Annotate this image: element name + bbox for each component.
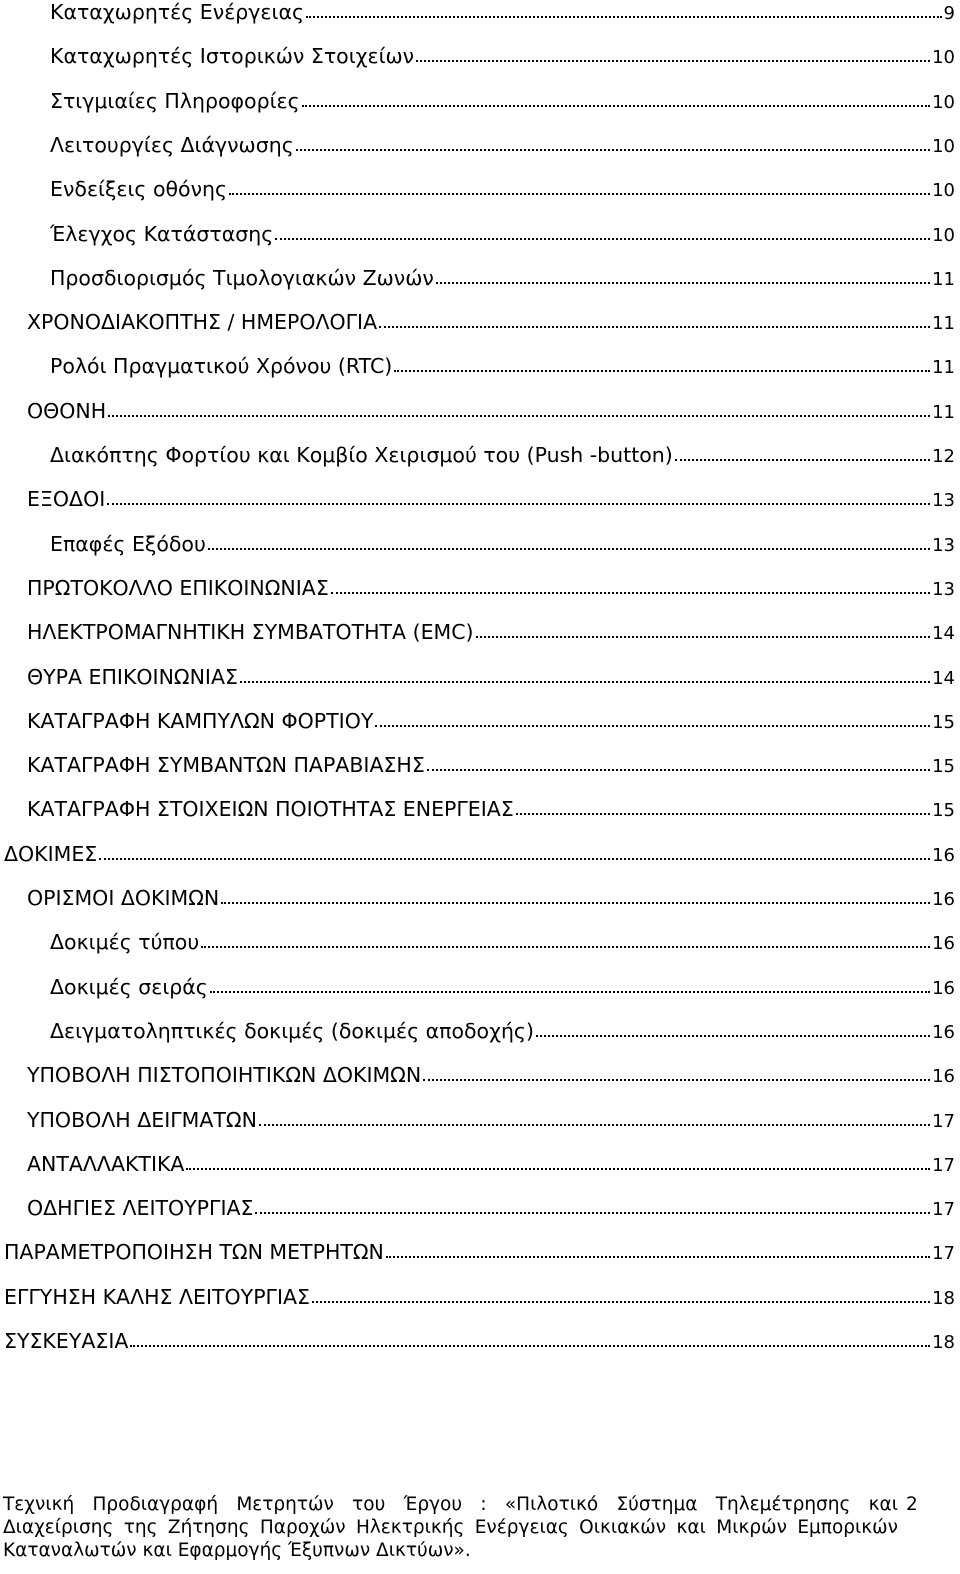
- toc-dot-leader: [536, 1035, 930, 1037]
- toc-dot-leader: [386, 1256, 930, 1258]
- toc-entry-title: Έλεγχος Κατάστασης: [50, 221, 274, 246]
- toc-entry[interactable]: [50, 0, 955, 30]
- toc-entry-title: ΔΟΚΙΜΕΣ: [4, 841, 98, 866]
- toc-entry[interactable]: [27, 487, 955, 517]
- toc-entry-title: Καταχωρητές Ιστορικών Στοιχείων: [50, 44, 415, 69]
- toc-entry-title: Στιγμιαίες Πληροφορίες: [50, 88, 300, 113]
- toc-entry-page: 10: [932, 135, 955, 157]
- toc-entry-page: 17: [932, 1110, 955, 1132]
- toc-entry-page: 18: [932, 1287, 955, 1309]
- toc-entry-title: ΟΔΗΓΙΕΣ ΛΕΙΤΟΥΡΓΙΑΣ: [27, 1196, 254, 1221]
- toc-entry-page: 13: [932, 578, 955, 600]
- toc-entry[interactable]: [27, 665, 955, 695]
- toc-entry-title: Δοκιμές σειράς: [50, 974, 208, 999]
- toc-entry-page: 17: [932, 1154, 955, 1176]
- toc-entry-title: Ρολόι Πραγματικού Χρόνου (RTC): [50, 354, 393, 379]
- toc-entry[interactable]: [50, 89, 955, 119]
- toc-dot-leader: [99, 858, 930, 860]
- toc-entry-title: ΠΡΩΤΟΚΟΛΛΟ ΕΠΙΚΟΙΝΩΝΙΑΣ: [27, 575, 329, 600]
- toc-entry[interactable]: [50, 177, 955, 207]
- toc-entry-page: 16: [932, 889, 955, 910]
- toc-dot-leader: [108, 415, 930, 417]
- toc-entry-page: 15: [932, 711, 955, 733]
- toc-dot-leader: [201, 946, 930, 948]
- toc-entry-title: ΚΑΤΑΓΡΑΦΗ ΣΤΟΙΧΕΙΩΝ ΠΟΙΟΤΗΤΑΣ ΕΝΕΡΓΕΙΑΣ: [27, 797, 514, 822]
- toc-entry-title: ΥΠΟΒΟΛΗ ΔΕΙΓΜΑΤΩΝ: [27, 1107, 257, 1132]
- toc-entry-page: 16: [932, 1066, 955, 1088]
- toc-entry[interactable]: [4, 1285, 955, 1315]
- toc-dot-leader: [394, 370, 930, 372]
- toc-dot-leader: [259, 1124, 930, 1126]
- toc-entry-page: 14: [932, 623, 955, 645]
- toc-dot-leader: [186, 1168, 930, 1170]
- toc-dot-leader: [306, 16, 942, 18]
- toc-dot-leader: [423, 1079, 930, 1081]
- toc-entry[interactable]: [50, 222, 955, 252]
- toc-entry-title: Δειγματοληπτικές δοκιμές (δοκιμές αποδοχής): [50, 1018, 534, 1043]
- toc-entry-page: 15: [932, 800, 955, 822]
- toc-entry-title: Προσδιορισμός Τιμολογιακών Ζωνών: [50, 265, 434, 290]
- toc-entry[interactable]: [27, 709, 955, 739]
- toc-entry-page: 11: [932, 401, 955, 423]
- toc-entry[interactable]: [27, 753, 955, 783]
- toc-dot-leader: [208, 548, 930, 550]
- toc-dot-leader: [255, 1212, 930, 1214]
- toc-dot-leader: [210, 991, 930, 993]
- toc-dot-leader: [416, 60, 930, 62]
- toc-entry-page: 18: [932, 1332, 955, 1353]
- toc-entry-page: 16: [932, 977, 955, 999]
- toc-entry[interactable]: [50, 532, 955, 562]
- toc-entry-page: 13: [932, 490, 955, 512]
- toc-entry[interactable]: [4, 1329, 955, 1359]
- toc-entry-title: ΑΝΤΑΛΛΑΚΤΙΚΑ: [27, 1151, 185, 1176]
- toc-entry-page: 12: [932, 446, 955, 467]
- toc-entry[interactable]: [27, 620, 955, 650]
- toc-entry-page: 11: [932, 357, 955, 379]
- document-footer: Τεχνική Προδιαγραφή Μετρητών του Έργου : «Πιλοτικό Σύστημα Τηλεμέτρησης και Διαχείρισης της Ζήτησης Παροχών Ηλεκτρικής Ενέργειας Οικιακών και Μικρών Εμπορικών Καταναλωτών και Εφαρμογής Έξυπνων Δικτύων».: [3, 1494, 898, 1561]
- toc-dot-leader: [130, 1345, 930, 1347]
- toc-entry-title: ΚΑΤΑΓΡΑΦΗ ΚΑΜΠΥΛΩΝ ΦΟΡΤΙΟΥ: [27, 708, 374, 733]
- toc-entry-page: 14: [932, 667, 955, 689]
- toc-dot-leader: [675, 459, 930, 461]
- toc-entry[interactable]: [50, 1019, 955, 1049]
- toc-entry[interactable]: [4, 842, 955, 872]
- toc-dot-leader: [427, 769, 930, 771]
- toc-entry-page: 10: [932, 224, 955, 246]
- toc-entry[interactable]: [50, 930, 955, 960]
- toc-entry[interactable]: [27, 1152, 955, 1182]
- toc-entry-title: ΕΞΟΔΟΙ: [27, 487, 106, 512]
- toc-entry[interactable]: [4, 1240, 955, 1270]
- toc-entry[interactable]: [27, 797, 955, 827]
- toc-dot-leader: [331, 592, 930, 594]
- toc-entry-title: ΟΘΟΝΗ: [27, 398, 107, 423]
- toc-entry-page: 16: [932, 1021, 955, 1043]
- toc-entry[interactable]: [27, 399, 955, 429]
- toc-entry-page: 16: [932, 844, 955, 866]
- toc-dot-leader: [516, 813, 930, 815]
- toc-entry-page: 10: [932, 47, 955, 69]
- toc-entry-title: Επαφές Εξόδου: [50, 531, 206, 556]
- toc-entry-title: ΣΥΣΚΕΥΑΣΙΑ: [4, 1329, 129, 1353]
- toc-entry[interactable]: [27, 576, 955, 606]
- toc-entry-page: 16: [932, 933, 955, 955]
- toc-dot-leader: [229, 193, 930, 195]
- toc-entry-title: Δοκιμές τύπου: [50, 930, 200, 955]
- toc-entry[interactable]: [27, 1196, 955, 1226]
- toc-entry-page: 15: [932, 756, 955, 778]
- toc-entry-title: ΚΑΤΑΓΡΑΦΗ ΣΥΜΒΑΝΤΩΝ ΠΑΡΑΒΙΑΣΗΣ: [27, 753, 425, 778]
- toc-dot-leader: [240, 681, 930, 683]
- toc-dot-leader: [302, 105, 930, 107]
- toc-dot-leader: [379, 326, 930, 328]
- toc-entry-title: ΥΠΟΒΟΛΗ ΠΙΣΤΟΠΟΙΗΤΙΚΩΝ ΔΟΚΙΜΩΝ: [27, 1063, 422, 1088]
- toc-dot-leader: [476, 636, 931, 638]
- toc-entry-page: 11: [932, 268, 955, 290]
- toc-entry[interactable]: [50, 975, 955, 1005]
- toc-entry[interactable]: [50, 44, 955, 74]
- toc-dot-leader: [296, 149, 930, 151]
- toc-entry-title: ΕΓΓΥΗΣΗ ΚΑΛΗΣ ΛΕΙΤΟΥΡΓΙΑΣ: [4, 1284, 310, 1309]
- toc-entry[interactable]: [50, 133, 955, 163]
- toc-entry-page: 13: [932, 534, 955, 556]
- toc-entry[interactable]: [50, 354, 955, 384]
- toc-entry-title: ΗΛΕΚΤΡΟΜΑΓΝΗΤΙΚΗ ΣΥΜΒΑΤΟΤΗΤΑ (EMC): [27, 620, 474, 645]
- toc-entry-title: ΟΡΙΣΜΟΙ ΔΟΚΙΜΩΝ: [27, 886, 220, 910]
- toc-entry-title: ΧΡΟΝΟΔΙΑΚΟΠΤΗΣ / ΗΜΕΡΟΛΟΓΙΑ: [27, 310, 378, 335]
- toc-entry-page: 10: [932, 180, 955, 202]
- toc-dot-leader: [312, 1301, 930, 1303]
- toc-entry-page: 11: [932, 313, 955, 335]
- toc-entry-page: 9: [943, 3, 955, 24]
- toc-entry-title: Ενδείξεις οθόνης: [50, 177, 228, 202]
- toc-entry[interactable]: [27, 1108, 955, 1138]
- toc-entry[interactable]: [27, 1063, 955, 1093]
- toc-dot-leader: [436, 282, 930, 284]
- toc-dot-leader: [375, 725, 930, 727]
- toc-entry-title: ΘΥΡΑ ΕΠΙΚΟΙΝΩΝΙΑΣ: [27, 664, 238, 689]
- toc-dot-leader: [275, 238, 930, 240]
- toc-entry[interactable]: [27, 886, 955, 916]
- toc-entry-title: Καταχωρητές Ενέργειας: [50, 0, 304, 24]
- page-number: 2: [906, 1494, 918, 1515]
- toc-entry-title: Λειτουργίες Διάγνωσης: [50, 132, 294, 157]
- toc-entry-page: 17: [932, 1199, 955, 1221]
- toc-entry[interactable]: [50, 266, 955, 296]
- toc-dot-leader: [107, 503, 930, 505]
- toc-entry-page: 17: [932, 1243, 955, 1265]
- toc-entry-page: 10: [932, 91, 955, 113]
- toc-entry-title: ΠΑΡΑΜΕΤΡΟΠΟΙΗΣΗ ΤΩΝ ΜΕΤΡΗΤΩΝ: [4, 1240, 384, 1265]
- toc-entry-title: Διακόπτης Φορτίου και Κομβίο Χειρισμού του (Push -button): [50, 443, 673, 467]
- toc-entry[interactable]: [27, 310, 955, 340]
- toc-entry[interactable]: [50, 443, 955, 473]
- toc-dot-leader: [221, 902, 930, 904]
